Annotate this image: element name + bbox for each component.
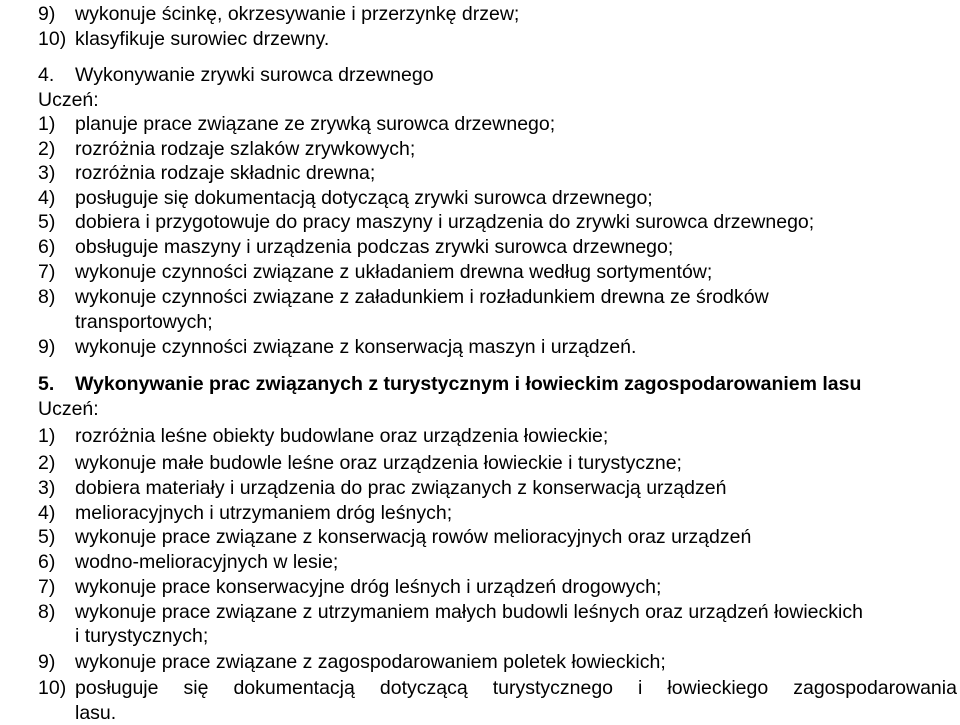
item-text: wykonuje małe budowle leśne oraz urządzenia łowieckie i turystyczne; [75,452,682,474]
learner-label: Uczeń: [38,398,99,420]
item-text: wykonuje ścinkę, okrzesywanie i przerzynkę drzew; [75,3,520,25]
section-number: 5. [38,373,55,395]
section-title: Wykonywanie prac związanych z turystycznym i łowieckim zagospodarowaniem lasu [75,373,862,395]
item-text: klasyfikuje surowiec drzewny. [75,28,330,50]
item-text: obsługuje maszyny i urządzenia podczas zrywki surowca drzewnego; [75,236,674,258]
item-number: 3) [38,162,56,184]
item-text: wykonuje prace konserwacyjne dróg leśnych i urządzeń drogowych; [75,576,662,598]
item-number: 10) [38,28,67,50]
item-word: zagospodarowania [793,677,957,699]
item-text: rozróżnia rodzaje składnic drewna; [75,162,376,184]
item-text: planuje prace związane ze zrywką surowca drzewnego; [75,113,556,135]
section-number: 4. [38,64,55,86]
item-word: dokumentacją [233,677,355,699]
item-number: 8) [38,286,56,308]
item-text: dobiera materiały i urządzenia do prac związanych z konserwacją urządzeń [75,477,727,499]
item-text: wykonuje prace związane z konserwacją rowów melioracyjnych oraz urządzeń [75,526,752,548]
item-number: 9) [38,336,56,358]
item-text-justified [75,676,957,700]
item-number: 6) [38,236,56,258]
item-number: 2) [38,138,56,160]
item-text: wykonuje czynności związane z załadunkiem i rozładunkiem drewna ze środków [75,286,769,308]
item-text: i turystycznych; [75,625,209,647]
item-number: 1) [38,113,56,135]
item-number: 4) [38,187,56,209]
item-text: rozróżnia rodzaje szlaków zrywkowych; [75,138,416,160]
item-number: 10) [38,677,67,699]
item-text: posługuje się dokumentacją dotyczącą zrywki surowca drzewnego; [75,187,653,209]
item-text: melioracyjnych i utrzymaniem dróg leśnych; [75,502,453,524]
item-text: wodno-melioracyjnych w lesie; [75,551,339,573]
item-number: 9) [38,3,56,25]
item-number: 2) [38,452,56,474]
item-word: i [638,677,643,699]
item-number: 1) [38,425,56,447]
item-number: 5) [38,211,56,233]
item-number: 9) [38,651,56,673]
item-text: wykonuje czynności związane z układaniem drewna według sortymentów; [75,261,713,283]
item-number: 7) [38,576,56,598]
item-text: wykonuje prace związane z utrzymaniem małych budowli leśnych oraz urządzeń łowieckich [75,601,863,623]
section-title: Wykonywanie zrywki surowca drzewnego [75,64,434,86]
item-number: 7) [38,261,56,283]
item-word: dotyczącą [379,677,468,699]
item-text: wykonuje czynności związane z konserwacją maszyn i urządzeń. [75,336,637,358]
item-text: transportowych; [75,311,213,333]
item-text: rozróżnia leśne obiekty budowlane oraz urządzenia łowieckie; [75,425,609,447]
item-word: turystycznego [492,677,614,699]
item-text: wykonuje prace związane z zagospodarowaniem poletek łowieckich; [75,651,666,673]
item-number: 4) [38,502,56,524]
item-number: 5) [38,526,56,548]
item-number: 3) [38,477,56,499]
item-text: lasu. [75,702,117,724]
item-number: 8) [38,601,56,623]
item-word: się [183,677,209,699]
item-word: łowieckiego [667,677,769,699]
learner-label: Uczeń: [38,89,99,111]
item-word: posługuje [75,677,159,699]
item-number: 6) [38,551,56,573]
item-text: dobiera i przygotowuje do pracy maszyny i urządzenia do zrywki surowca drzewnego; [75,211,815,233]
